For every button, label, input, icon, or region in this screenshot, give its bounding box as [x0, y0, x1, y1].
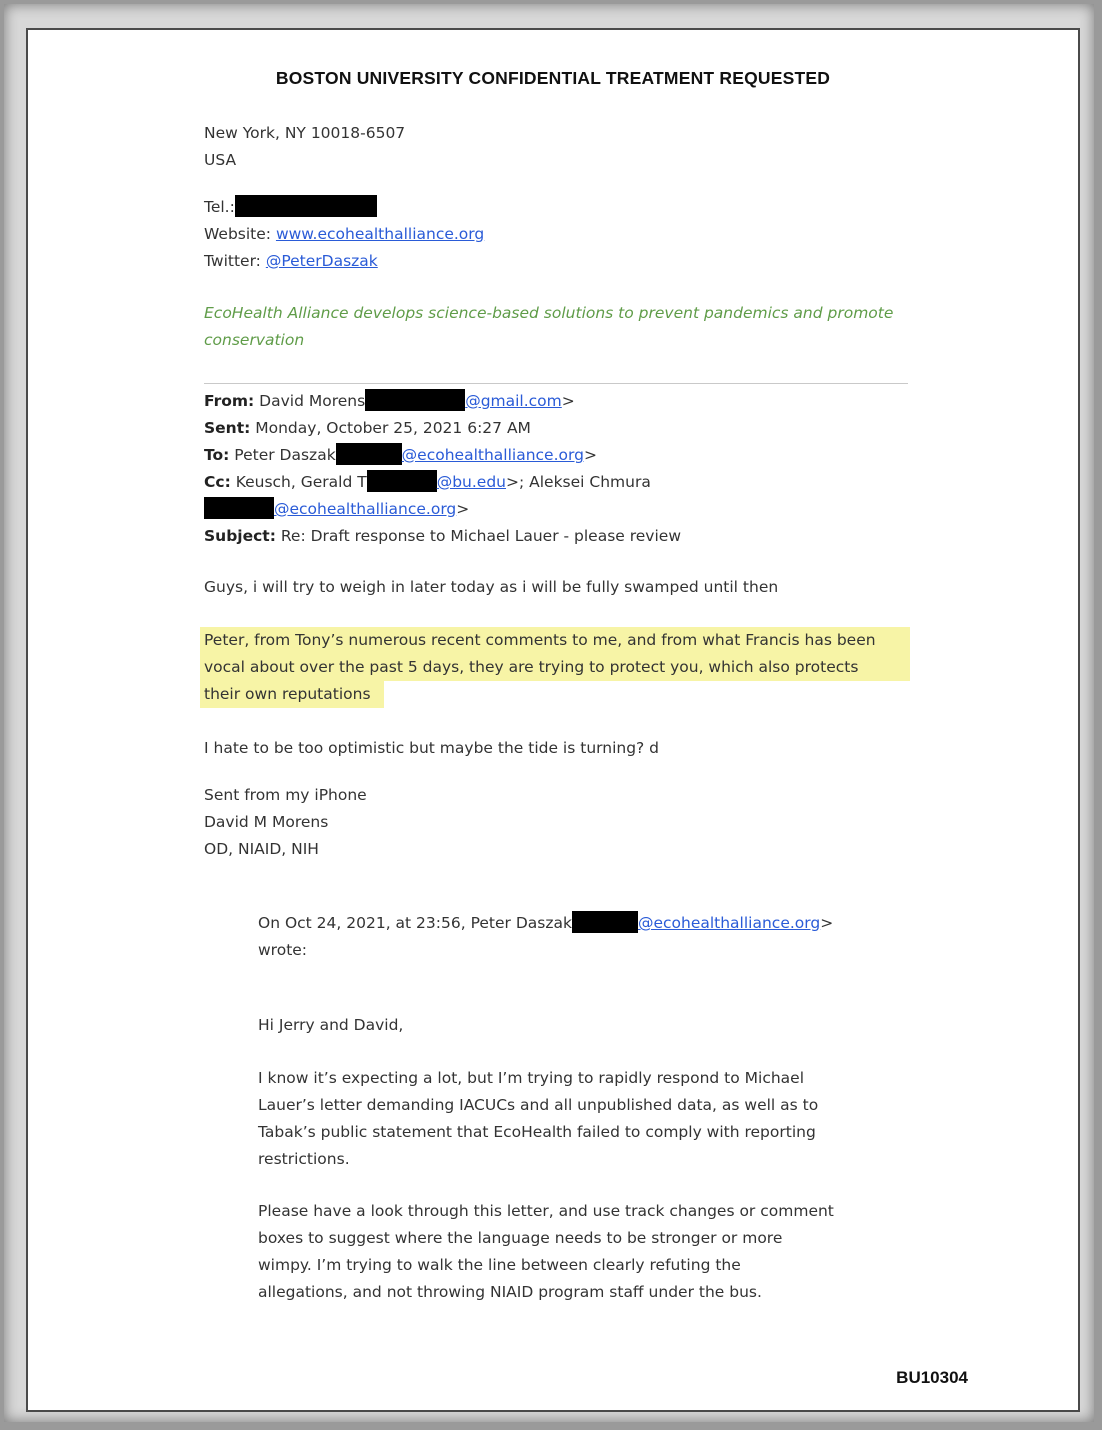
redaction-bar — [336, 443, 402, 465]
email-header — [204, 388, 914, 550]
to-close: > — [583, 446, 597, 464]
cc-label: Cc: — [204, 473, 231, 491]
highlight-line-2: vocal about over the past 5 days, they are trying to protect you, which also protects — [200, 654, 910, 681]
cc-mid: >; Aleksei Chmura — [505, 473, 651, 491]
sent-value: Monday, October 25, 2021 6:27 AM — [250, 419, 531, 437]
redaction-bar — [367, 470, 437, 492]
email-body-p1: Guys, i will try to weigh in later today as i will be fully swamped until then — [204, 578, 779, 596]
divider-rule — [204, 383, 908, 384]
quoted-p2-line-4: allegations, and not throwing NIAID program staff under the bus. — [258, 1283, 762, 1301]
twitter-line — [204, 248, 914, 275]
address-line-1: New York, NY 10018-6507 — [204, 124, 406, 142]
quoted-p1-line-1: I know it’s expecting a lot, but I’m trying to rapidly respond to Michael — [258, 1069, 805, 1087]
from-line — [204, 388, 914, 415]
quoted-intro-text: On Oct 24, 2021, at 23:56, Peter Daszak — [258, 914, 572, 932]
to-line — [204, 442, 914, 469]
website-label: Website: — [204, 225, 276, 243]
tel-label: Tel.: — [204, 198, 235, 216]
signature-line-2: David M Morens — [204, 813, 329, 831]
tagline — [204, 300, 944, 354]
quoted-intro-line-2: wrote: — [258, 941, 308, 959]
document-frame — [4, 4, 1094, 1422]
from-close: > — [561, 392, 575, 410]
quoted-intro-line-1 — [258, 910, 898, 937]
cc-email-link-1[interactable]: @bu.edu — [436, 473, 506, 491]
document-page — [26, 28, 1080, 1412]
tagline-line-1: EcoHealth Alliance develops science-based solutions to prevent pandemics and promote — [204, 304, 894, 322]
subject-label: Subject: — [204, 527, 276, 545]
email-body-p3: I hate to be too optimistic but maybe the tide is turning? d — [204, 739, 660, 757]
signature-line-3: OD, NIAID, NIH — [204, 840, 319, 858]
quoted-p2-line-1: Please have a look through this letter, and use track changes or comment — [258, 1202, 834, 1220]
quoted-paragraph-2 — [258, 1198, 898, 1306]
cc-line-2 — [204, 496, 914, 523]
signature-line-1: Sent from my iPhone — [204, 786, 367, 804]
highlight-line-3: their own reputations — [200, 681, 384, 708]
quoted-intro-close: > — [820, 914, 834, 932]
address-line-2: USA — [204, 151, 237, 169]
cc-email-link-2[interactable]: @ecohealthalliance.org — [274, 500, 457, 518]
sent-label: Sent: — [204, 419, 251, 437]
cc-line — [204, 469, 914, 496]
tel-line — [204, 194, 914, 221]
redaction-bar — [365, 389, 465, 411]
twitter-label: Twitter: — [204, 252, 266, 270]
quoted-email-link[interactable]: @ecohealthalliance.org — [637, 914, 821, 932]
redaction-bar — [572, 911, 638, 933]
redaction-bar — [235, 195, 377, 217]
highlighted-paragraph — [200, 627, 940, 708]
quoted-p2-line-3: wimpy. I’m trying to walk the line between clearly refuting the — [258, 1256, 741, 1274]
website-line — [204, 221, 914, 248]
quoted-p1-line-4: restrictions. — [258, 1150, 350, 1168]
tagline-line-2: conservation — [204, 331, 305, 349]
quoted-intro — [258, 910, 898, 964]
redaction-bar — [204, 497, 274, 519]
quoted-p1-line-3: Tabak’s public statement that EcoHealth failed to comply with reporting — [258, 1123, 816, 1141]
to-label: To: — [204, 446, 230, 464]
website-link[interactable]: www.ecohealthalliance.org — [275, 225, 485, 243]
to-email-link[interactable]: @ecohealthalliance.org — [401, 446, 584, 464]
bates-number: BU10304 — [896, 1368, 968, 1387]
sent-line — [204, 415, 914, 442]
quoted-p1-line-2: Lauer’s letter demanding IACUCs and all unpublished data, as well as to — [258, 1096, 819, 1114]
contact-block — [204, 194, 914, 275]
subject-value: Re: Draft response to Michael Lauer - please review — [275, 527, 682, 545]
twitter-link[interactable]: @PeterDaszak — [265, 252, 378, 270]
quoted-greeting: Hi Jerry and David, — [258, 1016, 404, 1034]
cc-name-1: Keusch, Gerald T — [230, 473, 367, 491]
quoted-p2-line-2: boxes to suggest where the language needs to be stronger or more — [258, 1229, 783, 1247]
from-name: David Morens — [254, 392, 366, 410]
from-label: From: — [204, 392, 255, 410]
signature-block — [204, 782, 914, 863]
quoted-paragraph-1 — [258, 1065, 898, 1173]
highlight-line-1: Peter, from Tony’s numerous recent comments to me, and from what Francis has been — [200, 627, 910, 654]
to-name: Peter Daszak — [229, 446, 336, 464]
subject-line — [204, 523, 914, 550]
address-block — [204, 120, 914, 174]
from-email-link[interactable]: @gmail.com — [465, 392, 562, 410]
confidential-header: BOSTON UNIVERSITY CONFIDENTIAL TREATMENT REQUESTED — [275, 68, 831, 88]
cc-close: > — [456, 500, 470, 518]
